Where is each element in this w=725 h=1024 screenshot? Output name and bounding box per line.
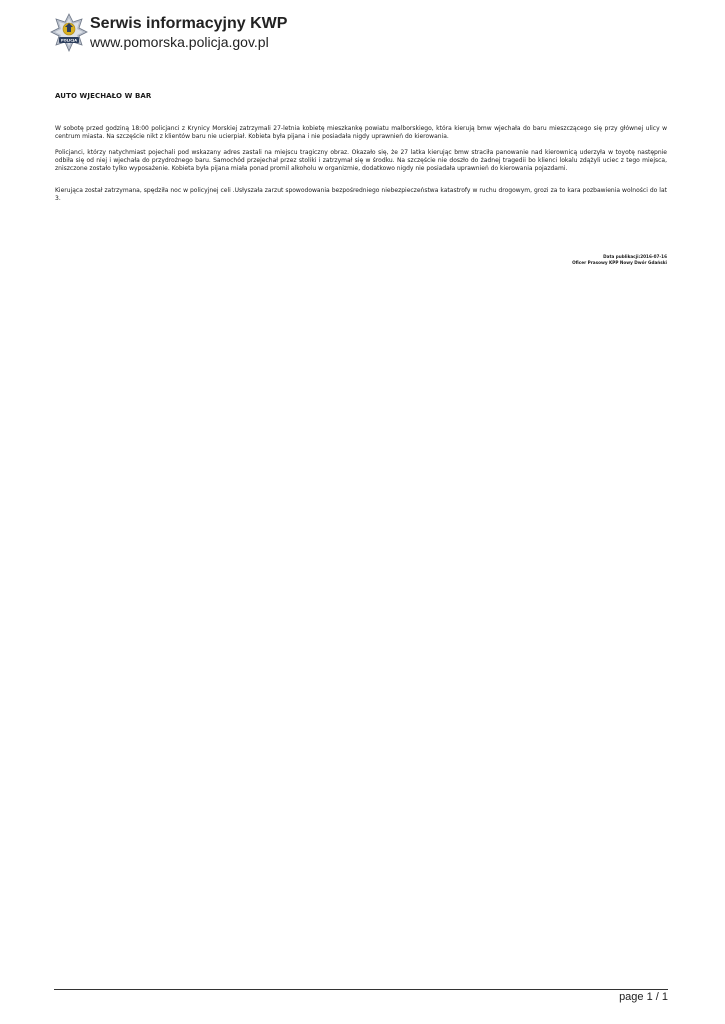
article-title: AUTO WJECHAŁO W BAR	[55, 92, 152, 100]
logo-text: POLICJA	[60, 38, 78, 43]
publication-info	[572, 254, 667, 266]
footer-divider	[54, 989, 668, 990]
article	[55, 92, 667, 211]
site-title: Serwis informacyjny KWP	[90, 15, 288, 32]
site-url[interactable]: www.pomorska.policja.gov.pl	[90, 34, 269, 50]
police-star-logo-icon	[50, 13, 88, 55]
publication-author: Oficer Prasowy KPP Nowy Dwór Gdański	[572, 260, 667, 265]
publication-date: Data publikacji:2016-07-16	[603, 254, 667, 259]
article-paragraph: Kierująca został zatrzymana, spędziła noc w policyjnej celi .Usłyszała zarzut spowodowania bezpośredniego niebezpieczeństwa katastrofy w ruchu drogowym, grozi za to kara pozbawienia wolności do lat 3.	[55, 187, 667, 202]
article-paragraph: Policjanci, którzy natychmiast pojechali pod wskazany adres zastali na miejscu tragiczny obraz. Okazało się, że 27 latka kierując bmw straciła panowanie nad kierownicą uderzyła w toyotę następnie odbiła się od niej i wjechała do przydrożnego baru. Samochód przejechał przez stoliki i zatrzymał się w środku. Na szczęście nie doszło do żadnej tragedii bo klienci lokalu zdążyli uciec z tego miejsca, zniszczone zostało tylko wyposażenie. Kobieta była pijana miała ponad promil alkoholu w organizmie, dodatkowo nigdy nie posiadała uprawnień do kierowania pojazdami.	[55, 149, 667, 172]
page-header	[50, 13, 670, 57]
article-paragraph: W sobotę przed godziną 18:00 policjanci z Krynicy Morskiej zatrzymali 27-letnia kobietę mieszkankę powiatu malborskiego, która kierują bmw wjechała do baru mieszczącego się przy głównej ulicy w centrum miasta. Na szczęście nikt z klientów baru nie ucierpiał. Kobieta była pijana i nie posiadała nigdy uprawnień do kierowania.	[55, 125, 667, 140]
page-number: page 1 / 1	[619, 991, 668, 1003]
